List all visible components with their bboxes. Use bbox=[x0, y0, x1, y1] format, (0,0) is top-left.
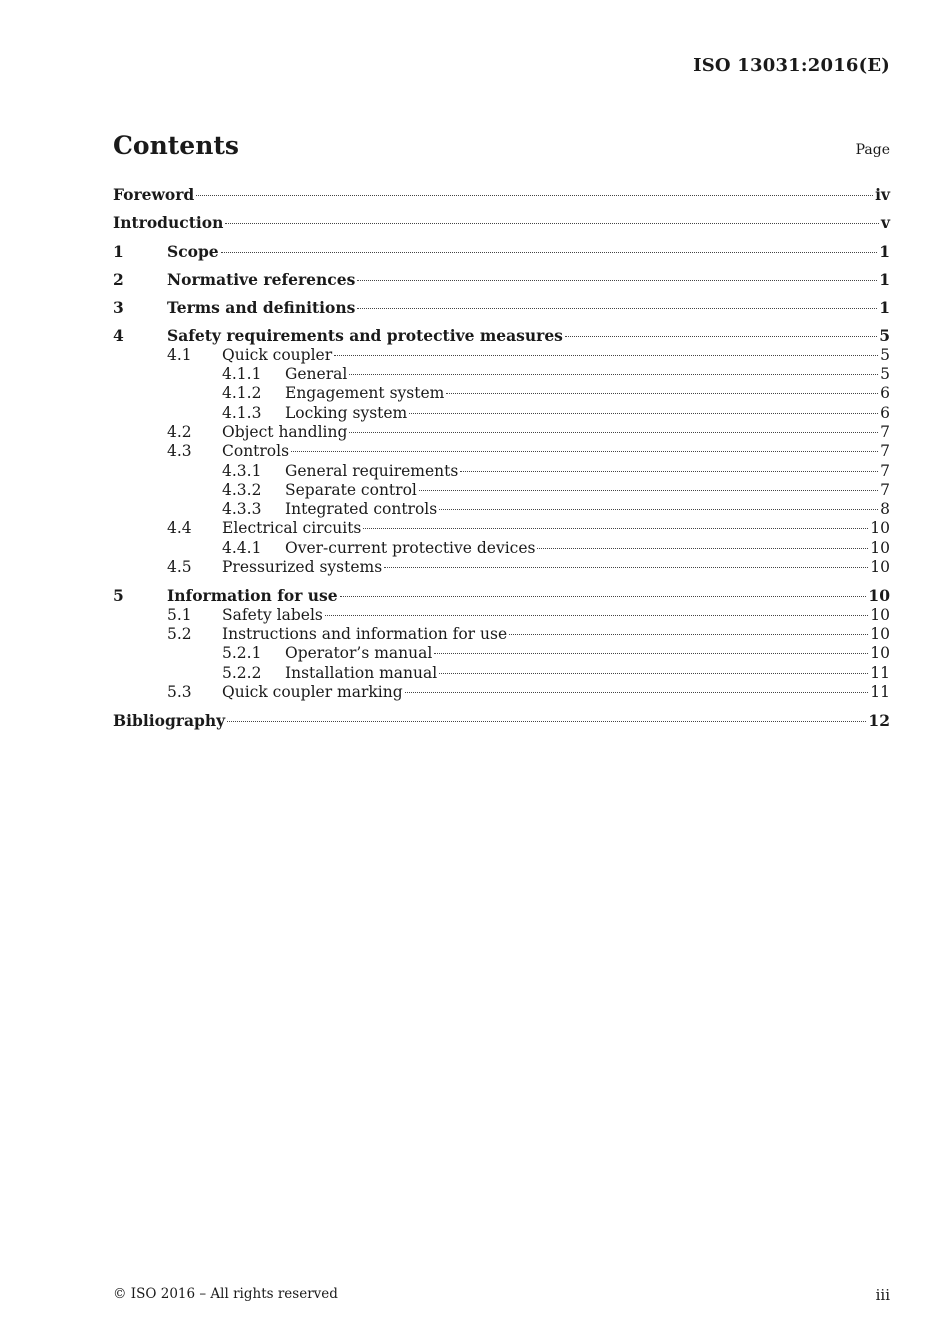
toc-entry-title: General requirements bbox=[285, 461, 459, 480]
toc-entry-page: 7 bbox=[880, 461, 890, 480]
toc-entry-number: 5 bbox=[113, 586, 124, 606]
toc-entry[interactable] bbox=[113, 298, 890, 317]
toc-entry[interactable] bbox=[113, 270, 890, 289]
toc-entry-title: Quick coupler bbox=[222, 345, 333, 364]
dot-leader bbox=[349, 362, 878, 375]
toc-entry-page: 5 bbox=[879, 326, 890, 346]
toc-entry-title: Locking system bbox=[285, 403, 408, 422]
toc-entry-page: 8 bbox=[880, 500, 890, 519]
toc-entry-number: 5.1 bbox=[167, 605, 192, 624]
toc-entry-title: Bibliography bbox=[113, 711, 226, 731]
toc-entry-page: 10 bbox=[870, 519, 890, 538]
toc-entry[interactable] bbox=[113, 711, 890, 730]
toc-entry-page: v bbox=[880, 213, 890, 233]
toc-entry-title: Introduction bbox=[113, 213, 224, 233]
toc-entry-title: Operator’s manual bbox=[285, 644, 433, 663]
dot-leader bbox=[565, 324, 877, 337]
toc-entry-page: 1 bbox=[879, 241, 890, 261]
toc-entry-page: 10 bbox=[870, 558, 890, 577]
toc-entry-number: 2 bbox=[113, 269, 124, 289]
toc-entry-title: Terms and definitions bbox=[167, 298, 356, 318]
toc-entry-number: 4.1.3 bbox=[222, 403, 262, 422]
toc-entry-page: 6 bbox=[880, 384, 890, 403]
toc-header bbox=[113, 131, 890, 160]
toc-entry-number: 5.2 bbox=[167, 624, 192, 643]
dot-leader bbox=[434, 641, 868, 654]
toc-entry-number: 4.4 bbox=[167, 519, 192, 538]
toc-entry-title: Safety labels bbox=[222, 605, 323, 624]
toc-entry-page: 11 bbox=[870, 663, 890, 682]
dot-leader bbox=[221, 240, 878, 253]
toc-entry-page: iv bbox=[875, 185, 890, 204]
toc-entry-page: 10 bbox=[870, 605, 890, 624]
toc-title: Contents bbox=[113, 131, 240, 160]
toc-entry-title: Electrical circuits bbox=[222, 519, 362, 538]
toc-entry[interactable] bbox=[113, 185, 890, 204]
dot-leader bbox=[225, 211, 879, 224]
toc-entry[interactable] bbox=[113, 213, 890, 232]
table-of-contents bbox=[113, 185, 890, 730]
toc-entry-title: Foreword bbox=[113, 185, 195, 204]
toc-entry-title: Over-current protective devices bbox=[285, 538, 536, 557]
document-id: ISO 13031:2016(E) bbox=[693, 55, 890, 76]
dot-leader bbox=[409, 401, 878, 414]
dot-leader bbox=[446, 381, 878, 394]
toc-entry-page: 10 bbox=[870, 538, 890, 557]
toc-entry-page: 5 bbox=[880, 365, 890, 384]
toc-entry-number: 4.4.1 bbox=[222, 538, 262, 557]
toc-entry-page: 7 bbox=[880, 422, 890, 441]
toc-entry-title: General bbox=[285, 365, 348, 384]
dot-leader bbox=[405, 680, 869, 693]
toc-entry[interactable] bbox=[113, 683, 890, 702]
toc-entry-title: Information for use bbox=[167, 586, 338, 606]
toc-entry-page: 12 bbox=[868, 711, 890, 731]
dot-leader bbox=[439, 661, 868, 674]
toc-entry-number: 4.5 bbox=[167, 558, 192, 577]
dot-leader bbox=[227, 709, 866, 722]
toc-entry-number: 4.2 bbox=[167, 422, 192, 441]
toc-entry-number: 5.2.2 bbox=[222, 663, 262, 682]
toc-entry-number: 4.1.2 bbox=[222, 384, 262, 403]
dot-leader bbox=[334, 343, 878, 356]
dot-leader bbox=[325, 603, 868, 616]
toc-entry-title: Scope bbox=[167, 241, 219, 261]
toc-entry-title: Engagement system bbox=[285, 384, 445, 403]
dot-leader bbox=[340, 584, 867, 597]
toc-entry-number: 5.2.1 bbox=[222, 644, 262, 663]
toc-entry-page: 11 bbox=[870, 682, 890, 701]
toc-entry-number: 5.3 bbox=[167, 682, 192, 701]
toc-entry-number: 4.3.3 bbox=[222, 500, 262, 519]
toc-entry-title: Controls bbox=[222, 442, 290, 461]
toc-entry-number: 3 bbox=[113, 298, 124, 318]
page-footer bbox=[113, 1286, 890, 1304]
dot-leader bbox=[460, 459, 878, 472]
toc-entry[interactable] bbox=[113, 558, 890, 577]
dot-leader bbox=[357, 268, 877, 281]
toc-entry-page: 7 bbox=[880, 480, 890, 499]
toc-entry-page: 10 bbox=[870, 624, 890, 643]
dot-leader bbox=[384, 555, 868, 568]
dot-leader bbox=[363, 516, 868, 529]
toc-entry-number: 4.3.2 bbox=[222, 480, 262, 499]
toc-entry-title: Instructions and information for use bbox=[222, 624, 508, 643]
toc-entry-page: 6 bbox=[880, 403, 890, 422]
dot-leader bbox=[419, 478, 878, 491]
toc-entry-title: Safety requirements and protective measures bbox=[167, 326, 563, 346]
toc-entry-number: 1 bbox=[113, 241, 124, 261]
toc-entry-number: 4 bbox=[113, 326, 124, 346]
dot-leader bbox=[537, 536, 868, 549]
toc-entry-number: 4.3 bbox=[167, 442, 192, 461]
toc-entry-number: 4.3.1 bbox=[222, 461, 262, 480]
toc-entry-page: 10 bbox=[868, 586, 890, 606]
dot-leader bbox=[357, 296, 877, 309]
dot-leader bbox=[291, 439, 878, 452]
toc-entry-title: Installation manual bbox=[285, 663, 438, 682]
toc-entry-title: Integrated controls bbox=[285, 500, 438, 519]
copyright-notice: © ISO 2016 – All rights reserved bbox=[113, 1286, 338, 1302]
toc-entry-page: 1 bbox=[879, 298, 890, 318]
toc-entry-title: Object handling bbox=[222, 422, 348, 441]
toc-entry-page: 5 bbox=[880, 345, 890, 364]
dot-leader bbox=[349, 420, 878, 433]
toc-entry-page: 7 bbox=[880, 442, 890, 461]
toc-entry-number: 4.1 bbox=[167, 345, 192, 364]
toc-entry-page: 1 bbox=[879, 269, 890, 289]
toc-entry-page: 10 bbox=[870, 644, 890, 663]
toc-entry-title: Normative references bbox=[167, 269, 356, 289]
dot-leader bbox=[196, 183, 873, 196]
page-column-label: Page bbox=[855, 142, 890, 158]
toc-entry-title: Pressurized systems bbox=[222, 558, 383, 577]
dot-leader bbox=[439, 497, 878, 510]
toc-entry[interactable] bbox=[113, 242, 890, 261]
toc-entry-title: Separate control bbox=[285, 480, 417, 499]
dot-leader bbox=[509, 622, 868, 635]
toc-entry-title: Quick coupler marking bbox=[222, 682, 403, 701]
toc-entry-number: 4.1.1 bbox=[222, 365, 262, 384]
page-number: iii bbox=[875, 1286, 890, 1304]
